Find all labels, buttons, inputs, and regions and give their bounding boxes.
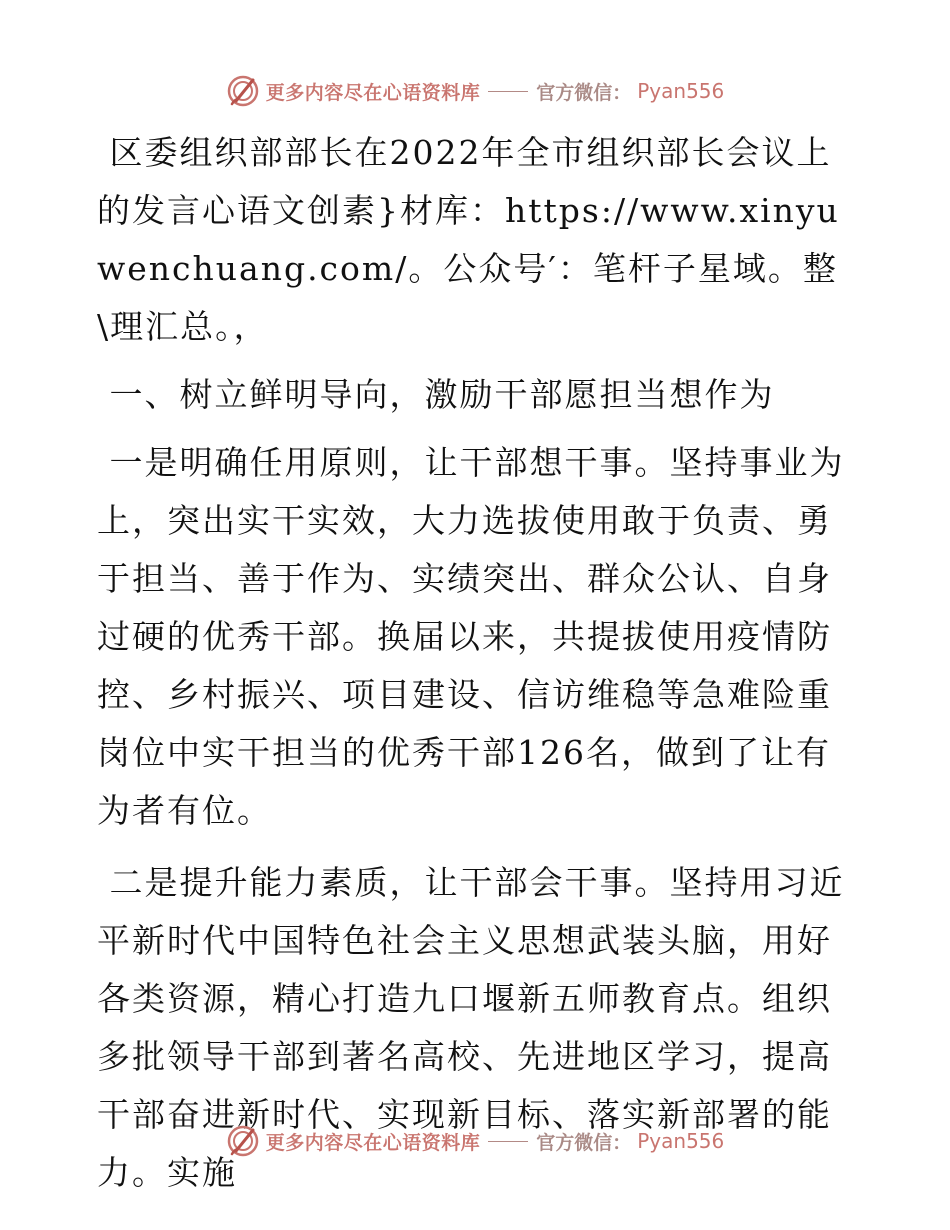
wechat-label: 官方微信：: [536, 81, 632, 104]
wechat-id: Pyan556: [637, 79, 725, 103]
paragraph-title: 区委组织部部长在2022年全市组织部长会议上的发言心语文创素}材库：https://www.xinyuwenchuang.com/。公众号′：笔杆子星域。整\理汇总。，: [97, 133, 840, 346]
header-watermark-banner: [0, 71, 950, 111]
brush-logo-icon: [226, 1124, 260, 1158]
wechat-id: Pyan556: [637, 1129, 725, 1153]
footer-watermark-banner: [0, 1121, 950, 1161]
paragraph-point-one: 一是明确任用原则，让干部想干事。坚持事业为上，突出实干实效，大力选拔使用敢于负责、勇于担当、善于作为、实绩突出、群众公认、自身过硬的优秀干部。换届以来，共提拔使用疫情防控、乡村振兴、项目建设、信访维稳等急难险重岗位中实干担当的优秀干部126名，做到了让有为者有位。: [97, 443, 845, 830]
banner-dash-divider: [488, 1141, 528, 1142]
document-body: [97, 124, 857, 1202]
wechat-label: 官方微信：: [536, 1131, 632, 1154]
brush-logo-icon: [226, 74, 260, 108]
banner-dash-divider: [488, 91, 528, 92]
site-text: 更多内容尽在心语资料库: [265, 81, 481, 104]
paragraph-section-heading: 一、树立鲜明导向，激励干部愿担当想作为: [97, 375, 775, 414]
site-text: 更多内容尽在心语资料库: [265, 1131, 481, 1154]
paragraph-point-two: 二是提升能力素质，让干部会干事。坚持用习近平新时代中国特色社会主义思想武装头脑，用好各类资源，精心打造九口堰新五师教育点。组织多批领导干部到著名高校、先进地区学习，提高干部奋进新时代、实现新目标、落实新部署的能力。实施: [97, 863, 845, 1192]
